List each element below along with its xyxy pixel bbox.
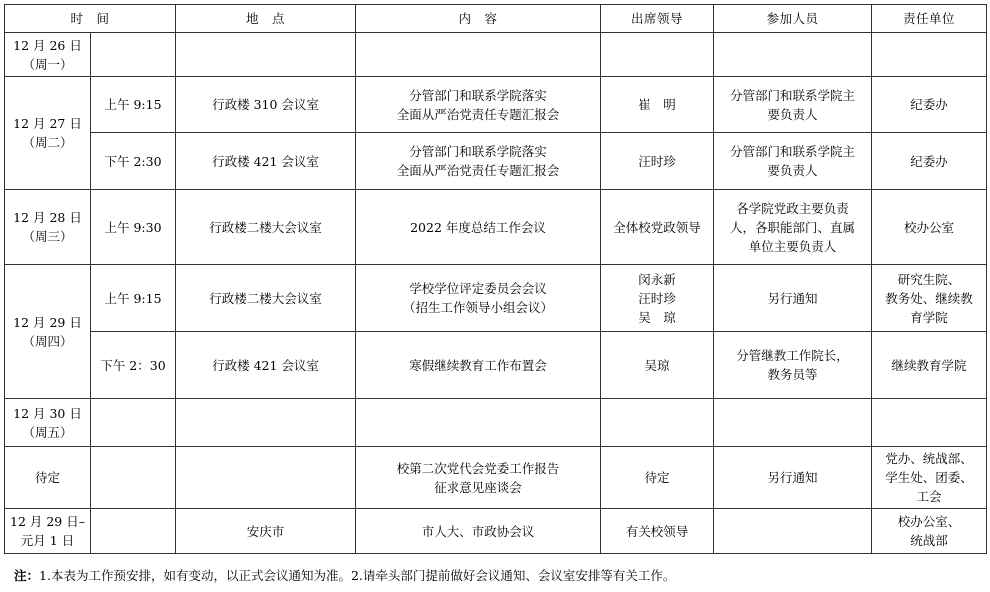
table-row (5, 133, 987, 190)
leader-cell: 全体校党政领导 (601, 190, 714, 265)
time-cell: 下午 2:30 (91, 133, 176, 190)
content-cell: 分管部门和联系学院落实 全面从严治党责任专题汇报会 (356, 77, 601, 133)
table-row (5, 399, 987, 447)
participants-cell: 分管部门和联系学院主 要负责人 (714, 77, 872, 133)
unit-cell: 党办、统战部、 学生处、团委、 工会 (872, 447, 987, 509)
time-cell: 上午 9:15 (91, 77, 176, 133)
date-cell: 12 月 29 日 （周四） (5, 265, 91, 399)
leader-cell: 崔 明 (601, 77, 714, 133)
table-row (5, 447, 987, 509)
header-unit: 责任单位 (872, 5, 987, 33)
table-row (5, 33, 987, 77)
participants-cell: 分管部门和联系学院主 要负责人 (714, 133, 872, 190)
participants-cell: 各学院党政主要负责 人，各职能部门、直属 单位主要负责人 (714, 190, 872, 265)
unit-cell: 校办公室 (872, 190, 987, 265)
place-cell: 行政楼 421 会议室 (176, 133, 356, 190)
date-cell: 12 月 29 日– 元月 1 日 (5, 509, 91, 554)
table-row (5, 190, 987, 265)
date-cell: 12 月 27 日 （周二） (5, 77, 91, 190)
header-content: 内 容 (356, 5, 601, 33)
header-row (5, 5, 987, 33)
leader-cell: 有关校领导 (601, 509, 714, 554)
content-cell: 市人大、市政协会议 (356, 509, 601, 554)
content-cell: 寒假继续教育工作布置会 (356, 332, 601, 399)
schedule-table (4, 4, 987, 554)
time-cell: 上午 9:30 (91, 190, 176, 265)
unit-cell: 纪委办 (872, 77, 987, 133)
date-cell: 12 月 28 日 （周三） (5, 190, 91, 265)
content-cell: 分管部门和联系学院落实 全面从严治党责任专题汇报会 (356, 133, 601, 190)
content-cell: 2022 年度总结工作会议 (356, 190, 601, 265)
table-row (5, 77, 987, 133)
table-row (5, 509, 987, 554)
place-cell: 行政楼二楼大会议室 (176, 190, 356, 265)
leader-cell: 待定 (601, 447, 714, 509)
footnote-label: 注： (14, 568, 40, 583)
leader-cell: 汪时珍 (601, 133, 714, 190)
place-cell: 安庆市 (176, 509, 356, 554)
time-cell: 下午 2：30 (91, 332, 176, 399)
table-row (5, 332, 987, 399)
header-participants: 参加人员 (714, 5, 872, 33)
leader-cell: 闵永新 汪时珍 吴 琼 (601, 265, 714, 332)
participants-cell: 分管继教工作院长， 教务员等 (714, 332, 872, 399)
table-row (5, 265, 987, 332)
header-time: 时 间 (5, 5, 176, 33)
participants-cell: 另行通知 (714, 447, 872, 509)
unit-cell: 研究生院、 教务处、继续教 育学院 (872, 265, 987, 332)
participants-cell: 另行通知 (714, 265, 872, 332)
unit-cell: 校办公室、 统战部 (872, 509, 987, 554)
time-cell: 上午 9:15 (91, 265, 176, 332)
date-cell: 12 月 26 日 （周一） (5, 33, 91, 77)
place-cell: 行政楼二楼大会议室 (176, 265, 356, 332)
header-leader: 出席领导 (601, 5, 714, 33)
footnote-text: 1.本表为工作预安排，如有变动，以正式会议通知为准。2.请牵头部门提前做好会议通知、会议室安排等有关工作。 (39, 568, 676, 583)
unit-cell: 继续教育学院 (872, 332, 987, 399)
content-cell: 校第二次党代会党委工作报告 征求意见座谈会 (356, 447, 601, 509)
footnote (14, 566, 675, 584)
date-cell: 12 月 30 日 （周五） (5, 399, 91, 447)
leader-cell: 吴琼 (601, 332, 714, 399)
header-place: 地 点 (176, 5, 356, 33)
place-cell: 行政楼 310 会议室 (176, 77, 356, 133)
content-cell: 学校学位评定委员会会议 （招生工作领导小组会议） (356, 265, 601, 332)
unit-cell: 纪委办 (872, 133, 987, 190)
date-cell: 待定 (5, 447, 91, 509)
place-cell: 行政楼 421 会议室 (176, 332, 356, 399)
